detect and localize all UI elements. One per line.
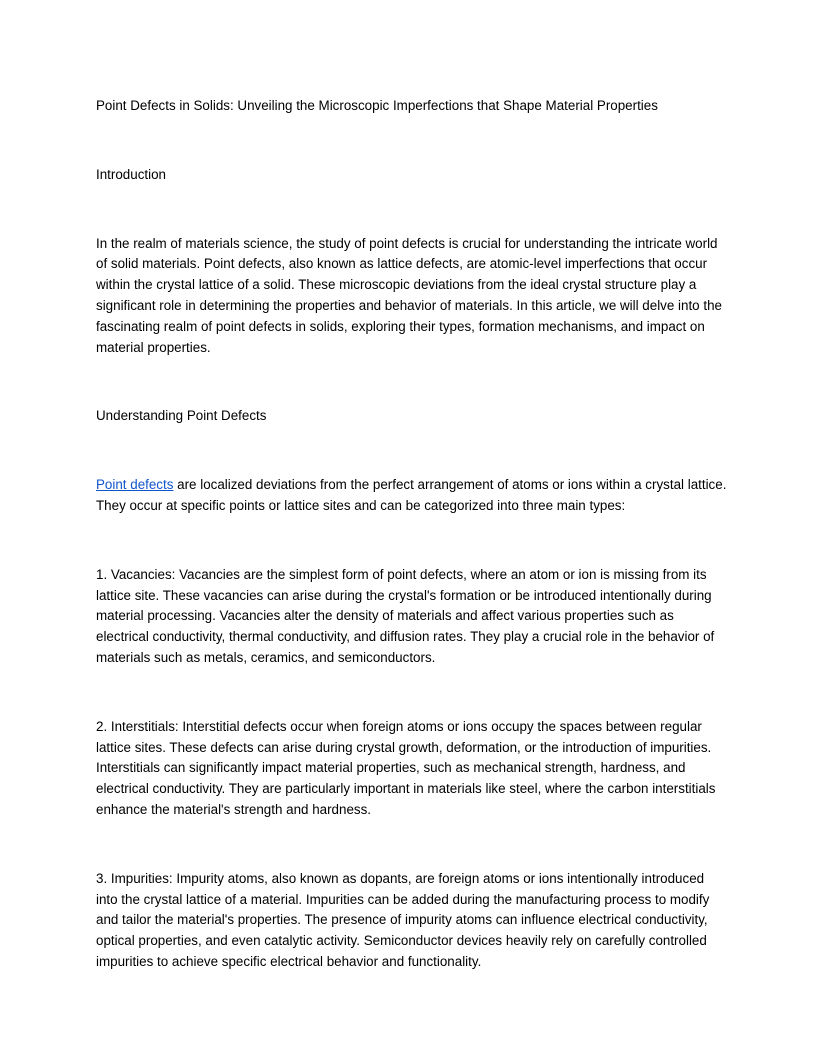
understanding-paragraph-text: are localized deviations from the perfect arrangement of atoms or ions within a crystal lattice. They occur at specific points or lattice sites and can be categorized into three main types: xyxy=(96,477,727,513)
vacancies-paragraph: 1. Vacancies: Vacancies are the simplest form of point defects, where an atom or ion is missing from its lattice site. These vacancies can arise during the crystal's formation or be introduced intentionally during material processing. Vacancies alter the density of materials and affect various properties such as electrical conductivity, thermal conductivity, and diffusion rates. They play a crucial role in the behavior of materials such as metals, ceramics, and semiconductors. xyxy=(96,566,715,665)
section-heading-understanding: Understanding Point Defects xyxy=(96,408,267,424)
section-heading-introduction: Introduction xyxy=(96,166,166,182)
interstitials-paragraph: 2. Interstitials: Interstitial defects occur when foreign atoms or ions occupy the spaces between regular lattice sites. These defects can arise during crystal growth, deformation, or the introduction of impurities. Interstitials can significantly impact material properties, such as mechanical strength, hardness, and electrical conductivity. They are particularly important in materials like steel, where the carbon interstitials enhance the material's strength and hardness. xyxy=(96,718,716,817)
intro-paragraph: In the realm of materials science, the study of point defects is crucial for understanding the intricate world of solid materials. Point defects, also known as lattice defects, are atomic-level imperfections that occur within the crystal lattice of a solid. These microscopic deviations from the ideal crystal structure play a significant role in determining the properties and behavior of materials. In this article, we will delve into the fascinating realm of point defects in solids, exploring their types, formation mechanisms, and impact on material properties. xyxy=(96,235,722,355)
impurities-paragraph: 3. Impurities: Impurity atoms, also known as dopants, are foreign atoms or ions intentionally introduced into the crystal lattice of a material. Impurities can be added during the manufacturing process to modify and tailor the material's properties. The presence of impurity atoms can influence electrical conductivity, optical properties, and even catalytic activity. Semiconductor devices heavily rely on carefully controlled impurities to achieve specific electrical behavior and functionality. xyxy=(96,870,710,969)
document-title: Point Defects in Solids: Unveiling the Microscopic Imperfections that Shape Material Properties xyxy=(96,98,658,113)
understanding-paragraph xyxy=(96,475,728,517)
document-page xyxy=(96,96,728,1021)
point-defects-link[interactable]: Point defects xyxy=(96,477,174,493)
